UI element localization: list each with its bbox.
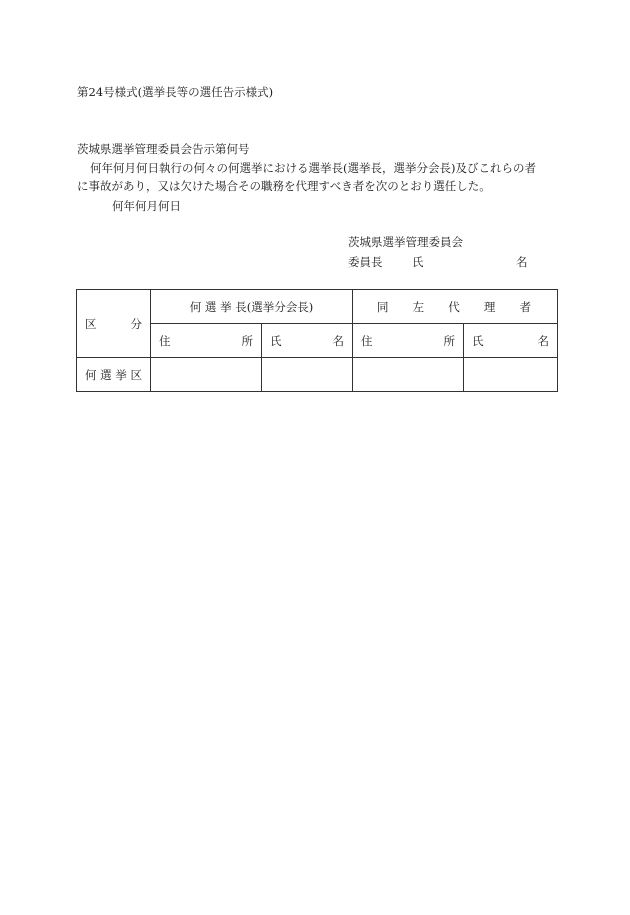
chairman-address-header xyxy=(151,324,262,358)
address-char-1: 住 xyxy=(159,333,171,348)
form-title: 第24号様式(選挙長等の選任告示様式) xyxy=(77,85,274,99)
deputy-address-header xyxy=(353,324,464,358)
address-char-1: 住 xyxy=(361,333,373,348)
deputy-address-cell xyxy=(353,358,464,392)
deputy-char-3: 代 xyxy=(448,299,460,314)
name-char-2: 名 xyxy=(537,333,550,348)
deputy-char-5: 者 xyxy=(519,299,532,314)
issuer-name: 茨城県選挙管理委員会 xyxy=(348,235,463,249)
name-char-1: 氏 xyxy=(472,333,484,348)
chair-label: 委員長 xyxy=(348,255,383,269)
deputy-char-4: 理 xyxy=(483,299,496,314)
district-label: 何 選 挙 区 xyxy=(77,358,151,392)
notice-number: 茨城県選挙管理委員会告示第何号 xyxy=(77,142,250,156)
chairman-address-cell xyxy=(151,358,262,392)
deputy-char-1: 同 xyxy=(377,299,389,314)
address-char-2: 所 xyxy=(241,333,253,348)
kubun-char-2: 分 xyxy=(130,316,142,331)
table-header-row xyxy=(77,290,558,324)
kubun-header xyxy=(77,290,151,358)
deputy-header xyxy=(353,290,558,324)
chair-name-shi-label: 氏 xyxy=(412,255,424,269)
notice-body-line-2: に事故があり，又は欠けた場合その職務を代理すべき者を次のとおり選任した。 xyxy=(77,179,491,193)
name-char-1: 氏 xyxy=(270,333,282,348)
chairman-name-cell xyxy=(262,358,353,392)
notice-body-line-1: 何年何月何日執行の何々の何選挙における選挙長(選挙長，選挙分会長)及びこれらの者 xyxy=(90,161,536,175)
kubun-char-1: 区 xyxy=(85,316,97,331)
election-officials-table xyxy=(76,289,558,392)
chairman-header: 何 選 挙 長(選挙分会長) xyxy=(151,290,353,324)
name-char-2: 名 xyxy=(332,333,345,348)
chairman-name-header xyxy=(262,324,353,358)
chair-name-mei-label: 名 xyxy=(516,255,528,269)
deputy-name-header xyxy=(464,324,558,358)
table-row xyxy=(77,358,558,392)
deputy-name-cell xyxy=(464,358,558,392)
address-char-2: 所 xyxy=(443,333,456,348)
deputy-char-2: 左 xyxy=(412,299,425,314)
notice-date: 何年何月何日 xyxy=(112,199,181,213)
